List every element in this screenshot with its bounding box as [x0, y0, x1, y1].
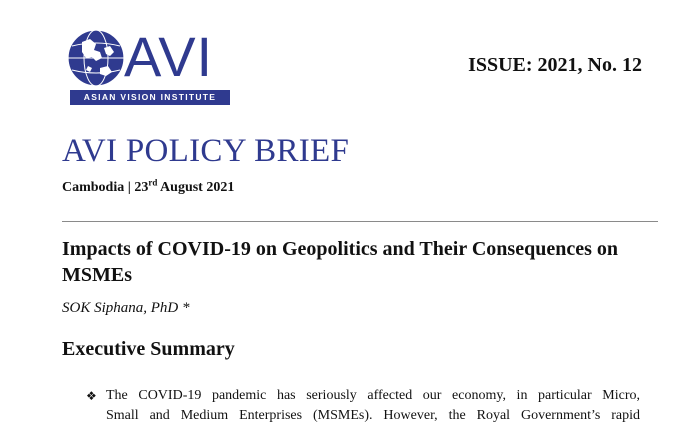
issue-number: ISSUE: 2021, No. 12: [468, 54, 642, 76]
article-title: Impacts of COVID-19 on Geopolitics and Their Consequences on MSMEs: [62, 238, 618, 286]
author: SOK Siphana, PhD *: [62, 300, 190, 316]
divider: [62, 221, 658, 222]
avi-logo: [66, 25, 234, 106]
dateline-location: Cambodia | 23: [62, 180, 149, 195]
brief-title: AVI POLICY BRIEF: [62, 133, 350, 169]
dateline-date: August 2021: [157, 180, 235, 195]
logo-subtitle: ASIAN VISION INSTITUTE: [70, 90, 230, 105]
paragraph-line: The COVID-19 pandemic has seriously affected our economy, in particular Micro,: [106, 388, 640, 403]
bullet-icon: ❖: [86, 389, 97, 403]
section-heading: Executive Summary: [62, 338, 235, 360]
paragraph-line: Small and Medium Enterprises (MSMEs). However, the Royal Government’s rapid: [106, 408, 640, 423]
dateline: [62, 177, 235, 196]
globe-icon: [66, 28, 126, 88]
summary-paragraph: [106, 386, 640, 426]
logo-wordmark: AVI: [124, 25, 214, 88]
date-ordinal-suffix: rd: [148, 177, 158, 188]
